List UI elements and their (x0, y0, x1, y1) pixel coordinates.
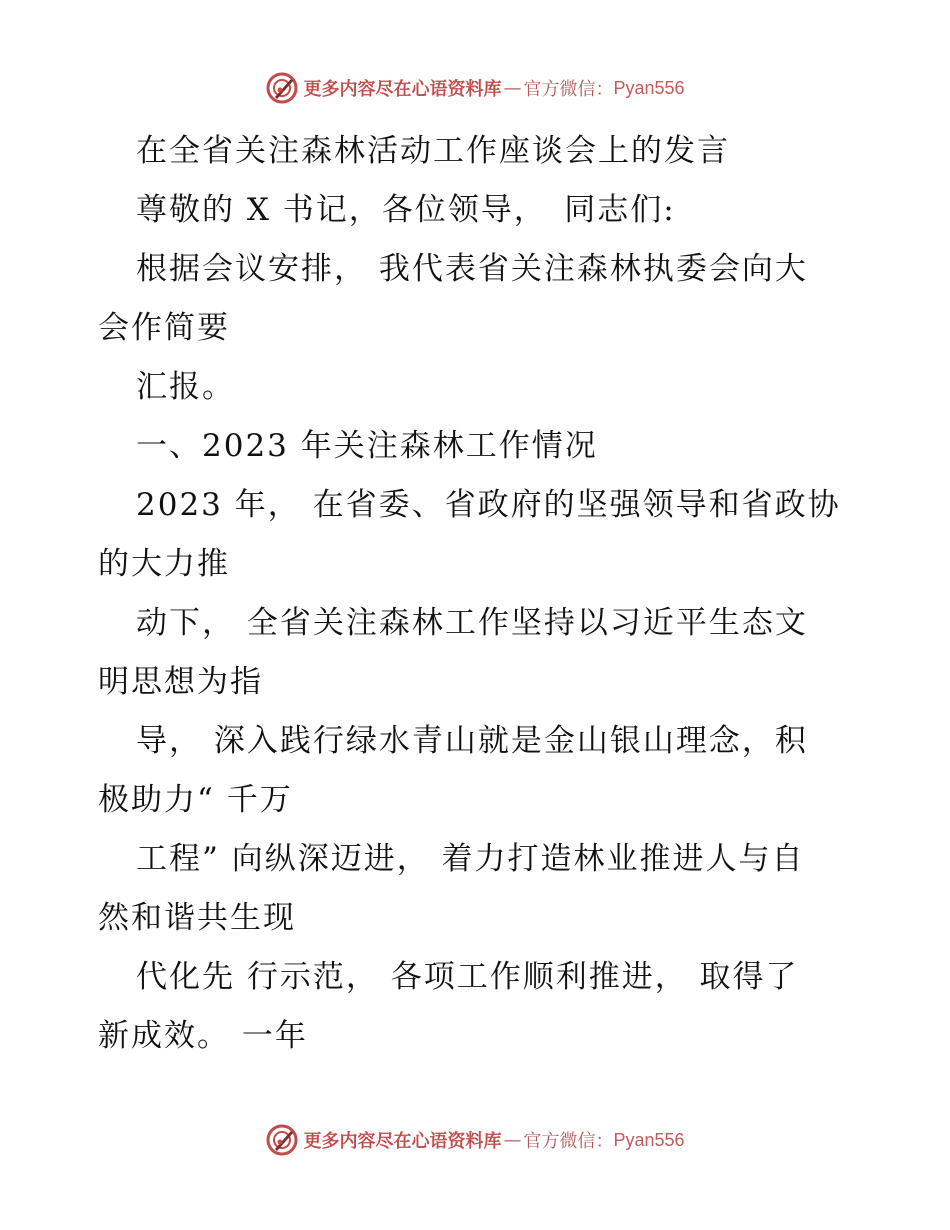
banner-title: 更多内容尽在心语资料库 (303, 79, 502, 100)
text-line: 然和谐共生现 (98, 900, 296, 936)
banner-wechat-id: Pyan556 (613, 77, 685, 98)
text-line: 导， 深入践行绿水青山就是金山银山理念，积 (136, 723, 808, 759)
text-line: 一、2023 年关注森林工作情况 (136, 428, 598, 464)
banner-dash: — (503, 77, 522, 99)
text-line: 的大力推 (98, 546, 230, 582)
banner-subtitle: 官方微信： (523, 1131, 614, 1152)
text-line: 尊敬的 X 书记，各位领导， 同志们: (136, 192, 676, 228)
banner-title: 更多内容尽在心语资料库 (303, 1131, 502, 1152)
text-line: 极助力“ 千万 (98, 782, 293, 818)
text-line: 根据会议安排， 我代表省关注森林执委会向大 (136, 251, 808, 287)
text-line: 会作简要 (98, 310, 230, 346)
document-body (98, 122, 868, 1066)
banner-subtitle: 官方微信： (523, 79, 614, 100)
quill-seal-logo-icon (265, 71, 299, 105)
text-line: 2023 年， 在省委、省政府的坚强领导和省政协 (136, 487, 841, 523)
text-line: 代化先 行示范， 各项工作顺利推进， 取得了 (136, 959, 799, 995)
banner-wechat-id: Pyan556 (613, 1129, 685, 1150)
text-line: 明思想为指 (98, 664, 263, 700)
header-banner (0, 68, 950, 108)
text-line: 在全省关注森林活动工作座谈会上的发言 (136, 133, 730, 169)
text-line: 汇报。 (136, 369, 235, 405)
quill-seal-logo-icon (265, 1123, 299, 1157)
text-line: 新成效。 一年 (98, 1018, 308, 1054)
text-line: 动下， 全省关注森林工作坚持以习近平生态文 (136, 605, 808, 641)
footer-banner (0, 1120, 950, 1160)
text-line: 工程” 向纵深迈进， 着力打造林业推进人与自 (136, 841, 805, 877)
banner-dash: — (503, 1129, 522, 1151)
